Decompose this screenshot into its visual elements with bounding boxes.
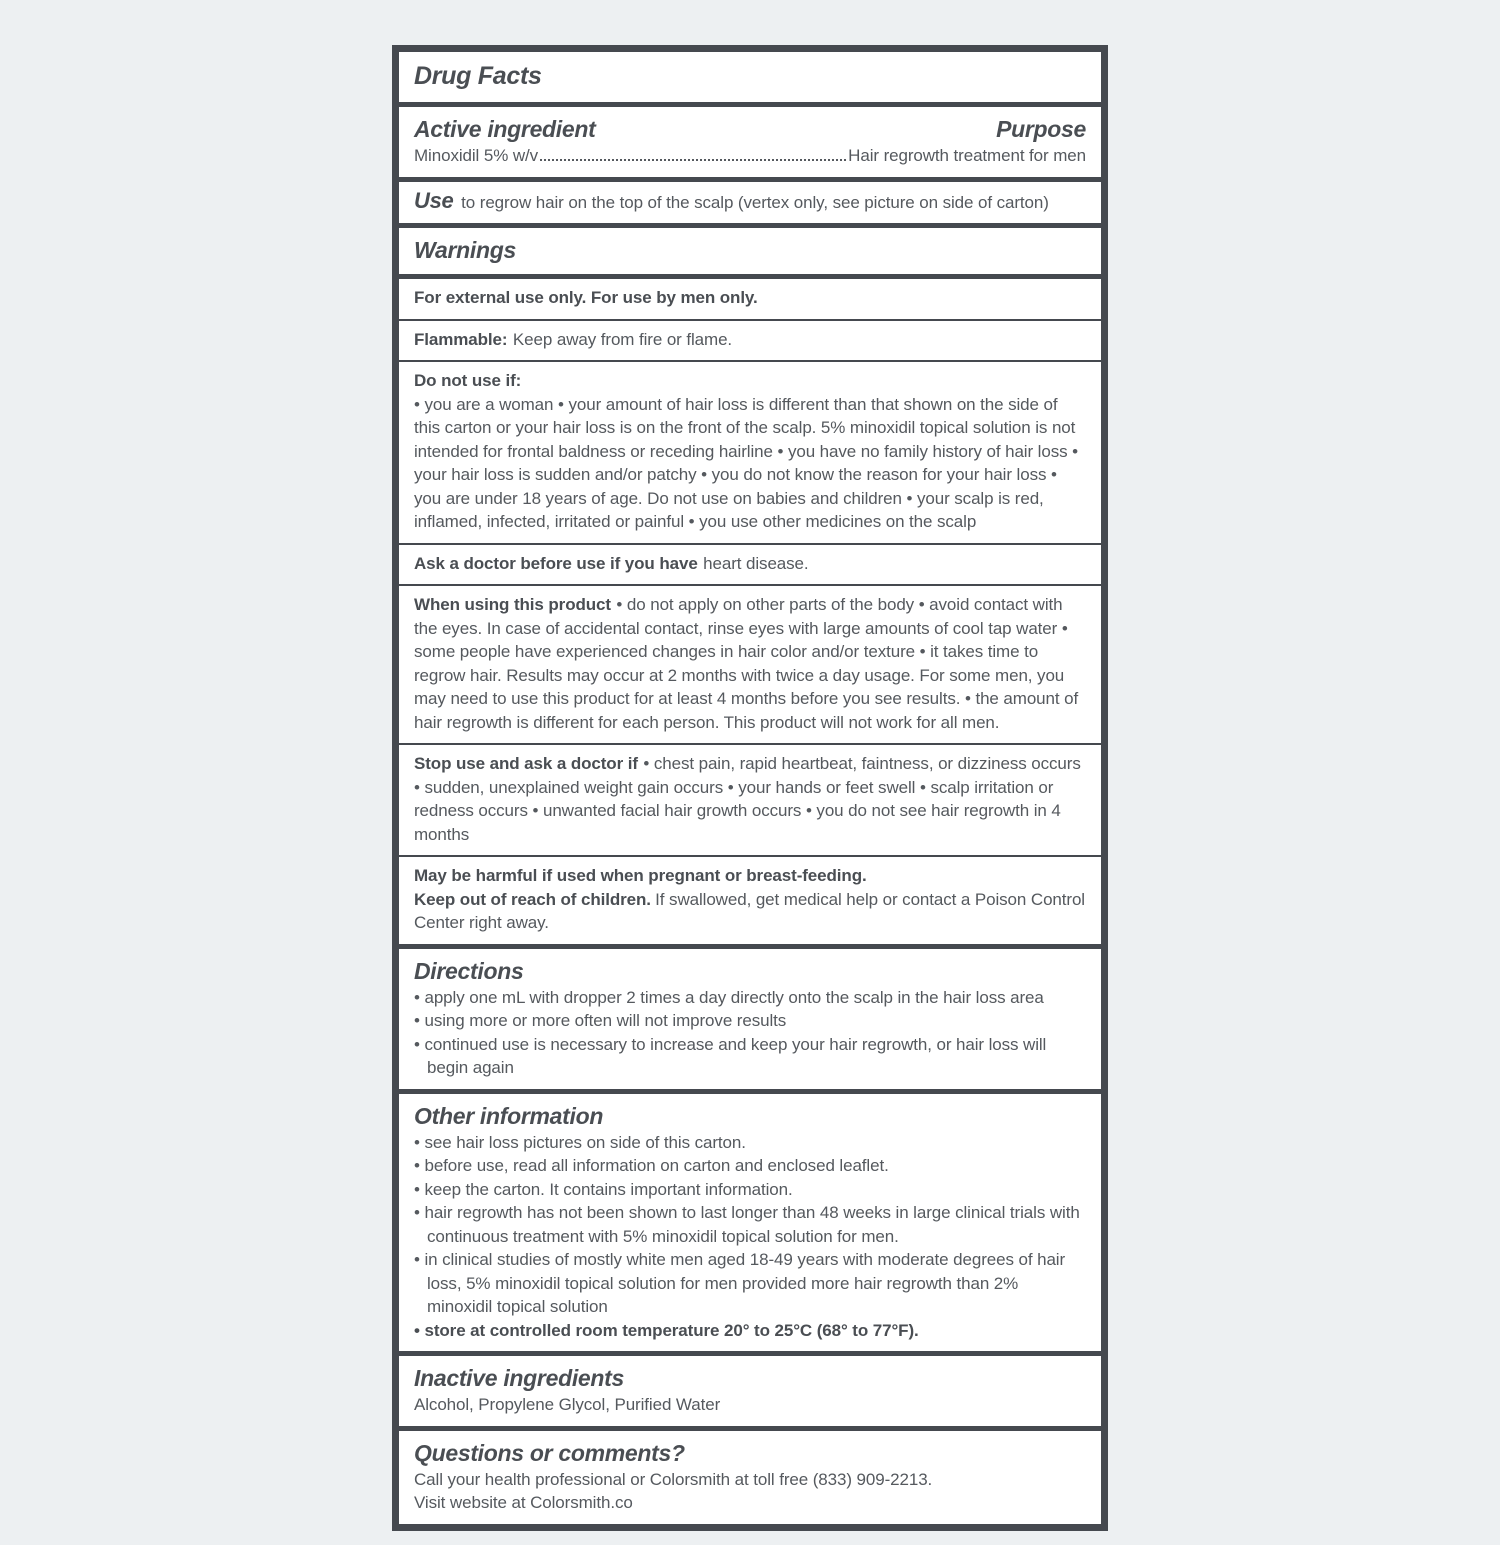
flammable-lead: Flammable: bbox=[414, 329, 508, 349]
drug-facts-title: Drug Facts bbox=[414, 62, 542, 90]
when-using-paragraph bbox=[414, 593, 1086, 734]
active-ingredient-header-row bbox=[414, 114, 1086, 144]
section-stop-use bbox=[399, 743, 1101, 855]
section-questions bbox=[399, 1426, 1101, 1524]
active-ingredient-name: Minoxidil 5% w/v bbox=[414, 146, 539, 165]
section-do-not-use bbox=[399, 360, 1101, 543]
ask-doctor-paragraph bbox=[414, 552, 1086, 576]
harmful-pregnant-text: May be harmful if used when pregnant or breast-feeding. bbox=[414, 866, 867, 885]
use-paragraph bbox=[414, 189, 1086, 215]
other-info-bullet: • see hair loss pictures on side of this carton. bbox=[414, 1132, 746, 1152]
active-ingredient-heading: Active ingredient bbox=[414, 116, 596, 142]
section-external-use bbox=[399, 274, 1101, 319]
when-using-lead: When using this product bbox=[414, 595, 611, 614]
purpose-value: Hair regrowth treatment for men bbox=[848, 146, 1086, 165]
directions-bullet: • using more or more often will not improve results bbox=[414, 1011, 787, 1030]
section-flammable bbox=[399, 319, 1101, 361]
keep-out-of-reach-text: If swallowed, get medical help or contact a Poison Control Center right away. bbox=[414, 889, 1085, 932]
drug-facts-label bbox=[392, 45, 1108, 1531]
external-use-text: For external use only. For use by men only. bbox=[414, 288, 758, 307]
use-text: to regrow hair on the top of the scalp (vertex only, see picture on side of carton) bbox=[461, 192, 1049, 212]
ask-doctor-lead: Ask a doctor before use if you have bbox=[414, 553, 698, 573]
flammable-paragraph bbox=[414, 328, 1086, 352]
other-info-bullet: • in clinical studies of mostly white men aged 18-49 years with moderate degrees of hair loss, 5% minoxidil topical solution for men provided more hair regrowth than 2% minoxidil topical solution bbox=[414, 1250, 1066, 1316]
other-information-heading: Other information bbox=[414, 1102, 604, 1129]
ask-doctor-text: heart disease. bbox=[703, 553, 809, 573]
section-ask-doctor bbox=[399, 543, 1101, 585]
when-using-text: • do not apply on other parts of the body • avoid contact with the eyes. In case of accidental contact, rinse eyes with large amounts of cool tap water • some people have experienced changes in hair color and/or texture • it takes time to regrow hair. Results may occur at 2 months with twice a day usage. For some men, you may need to use this product for at least 4 months before you see results. • the amount of hair regrowth is different for each person. This product will not work for all men. bbox=[414, 595, 1079, 732]
section-when-using bbox=[399, 584, 1101, 743]
stop-use-text: • chest pain, rapid heartbeat, faintness, or dizziness occurs • sudden, unexplained weight gain occurs • your hands or feet swell • scalp irritation or redness occurs • unwanted facial hair growth occurs • you do not see hair regrowth in 4 months bbox=[414, 754, 1081, 844]
directions-bullet: • apply one mL with dropper 2 times a day directly onto the scalp in the hair loss area bbox=[414, 987, 1044, 1007]
questions-website-line: Visit website at Colorsmith.co bbox=[414, 1493, 633, 1512]
section-use bbox=[399, 177, 1101, 224]
questions-heading: Questions or comments? bbox=[414, 1439, 685, 1466]
other-info-bullet: • hair regrowth has not been shown to last longer than 48 weeks in large clinical trials with continuous treatment with 5% minoxidil topical solution for men. bbox=[414, 1203, 1080, 1246]
directions-bullet: • continued use is necessary to increase and keep your hair regrowth, or hair loss will begin again bbox=[414, 1034, 1047, 1077]
inactive-ingredients-list: Alcohol, Propylene Glycol, Purified Water bbox=[414, 1395, 721, 1414]
stop-use-paragraph bbox=[414, 752, 1086, 846]
section-other-information bbox=[399, 1089, 1101, 1352]
section-drug-facts bbox=[399, 52, 1101, 102]
keep-out-of-reach-paragraph bbox=[414, 888, 1086, 935]
dotted-leader bbox=[540, 159, 846, 161]
use-heading: Use bbox=[414, 187, 454, 213]
section-directions bbox=[399, 944, 1101, 1089]
purpose-heading: Purpose bbox=[996, 116, 1086, 142]
warnings-heading: Warnings bbox=[414, 237, 516, 263]
section-active-ingredient bbox=[399, 102, 1101, 177]
other-info-bullet: • keep the carton. It contains important information. bbox=[414, 1179, 793, 1199]
do-not-use-lead: Do not use if: bbox=[414, 371, 522, 390]
section-inactive-ingredients bbox=[399, 1351, 1101, 1426]
page-background bbox=[0, 45, 1500, 1545]
keep-out-of-reach-lead: Keep out of reach of children. bbox=[414, 889, 651, 909]
storage-temperature-bullet: • store at controlled room temperature 20° to 25°C (68° to 77°F). bbox=[414, 1320, 919, 1340]
stop-use-lead: Stop use and ask a doctor if bbox=[414, 754, 638, 773]
other-info-bullet: • before use, read all information on carton and enclosed leaflet. bbox=[414, 1156, 889, 1175]
do-not-use-text: • you are a woman • your amount of hair loss is different than that shown on the side of this carton or your hair loss is on the front of the scalp. 5% minoxidil topical solution is not intended for frontal baldness or receding hairline • you have no family history of hair loss • your hair loss is sudden and/or patchy • you do not know the reason for your hair loss • you are under 18 years of age. Do not use on babies and children • your scalp is red, inflamed, infected, irritated or painful • you use other medicines on the scalp bbox=[414, 394, 1078, 531]
questions-phone-line: Call your health professional or Colorsmith at toll free (833) 909-2213. bbox=[414, 1469, 933, 1489]
active-ingredient-row bbox=[414, 144, 1086, 168]
section-warnings bbox=[399, 223, 1101, 274]
directions-heading: Directions bbox=[414, 957, 524, 984]
section-pregnancy-children bbox=[399, 855, 1101, 944]
flammable-text: Keep away from fire or flame. bbox=[512, 329, 733, 349]
inactive-ingredients-heading: Inactive ingredients bbox=[414, 1365, 625, 1391]
